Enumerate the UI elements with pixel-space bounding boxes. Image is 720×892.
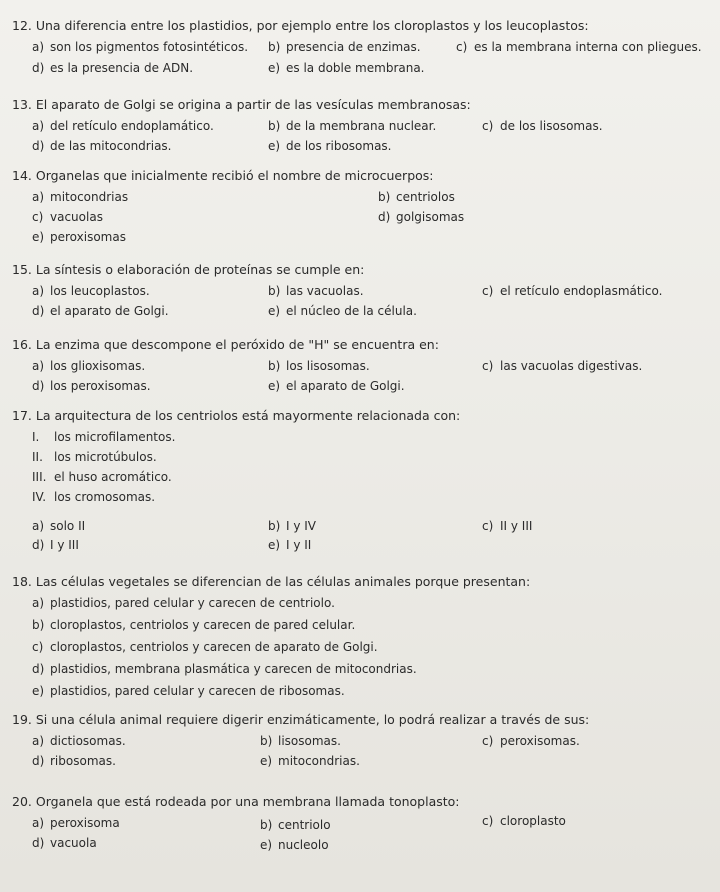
option-b: b) centriolos — [378, 190, 455, 204]
question-stem: 16. La enzima que descompone el peróxido de "H" se encuentra en: — [12, 337, 439, 352]
option-a: a) mitocondrias — [32, 190, 129, 204]
option-b: b) las vacuolas. — [268, 284, 364, 298]
option-b: b) lisosomas. — [260, 734, 341, 748]
option-d: d) el aparato de Golgi. — [32, 304, 169, 318]
option-a: a) los glioxisomas. — [32, 359, 146, 373]
option-c: c) el retículo endoplasmático. — [482, 284, 663, 298]
option-a: a) del retículo endoplamático. — [32, 119, 214, 133]
question-stem: 17. La arquitectura de los centriolos está mayormente relacionada con: — [12, 408, 461, 423]
option-b: b) de la membrana nuclear. — [268, 119, 437, 133]
question-13 — [12, 97, 712, 153]
question-stem: 14. Organelas que inicialmente recibió el nombre de microcuerpos: — [12, 168, 434, 183]
option-b: b) presencia de enzimas. — [268, 40, 421, 54]
option-a: a) plastidios, pared celular y carecen de centriolo. — [32, 596, 335, 610]
option-c: c) II y III — [482, 519, 533, 533]
question-14 — [12, 168, 712, 244]
question-stem: 19. Si una célula animal requiere digerir enzimáticamente, lo podrá realizar a través de sus: — [12, 712, 590, 727]
option-d: d) de las mitocondrias. — [32, 139, 172, 153]
option-d: d) golgisomas — [378, 210, 465, 224]
option-b: b) I y IV — [268, 519, 317, 533]
option-d: d) plastidios, membrana plasmática y carecen de mitocondrias. — [32, 662, 417, 676]
question-stem: 13. El aparato de Golgi se origina a partir de las vesículas membranosas: — [12, 97, 471, 112]
question-stem: 20. Organela que está rodeada por una membrana llamada tonoplasto: — [12, 794, 460, 809]
option-e: e) nucleolo — [260, 838, 329, 852]
question-12 — [12, 18, 712, 75]
option-a: a) solo II — [32, 519, 86, 533]
option-a: a) dictiosomas. — [32, 734, 126, 748]
option-b: b) los lisosomas. — [268, 359, 370, 373]
statement-iii: III. el huso acromático. — [32, 470, 172, 484]
option-a: a) son los pigmentos fotosintéticos. — [32, 40, 249, 54]
option-b: b) centriolo — [260, 818, 331, 832]
option-c: c) peroxisomas. — [482, 734, 580, 748]
option-d: d) vacuola — [32, 836, 97, 850]
question-19 — [12, 712, 712, 768]
option-e: e) peroxisomas — [32, 230, 126, 244]
option-e: e) plastidios, pared celular y carecen de ribosomas. — [32, 684, 345, 698]
question-20 — [12, 794, 712, 852]
statement-ii: II. los microtúbulos. — [32, 450, 157, 464]
question-16 — [12, 337, 712, 393]
question-17 — [12, 408, 712, 552]
question-15 — [12, 262, 712, 318]
option-c: c) de los lisosomas. — [482, 119, 603, 133]
option-e: e) el aparato de Golgi. — [268, 379, 405, 393]
question-18 — [12, 574, 712, 698]
option-e: e) el núcleo de la célula. — [268, 304, 417, 318]
question-stem: 15. La síntesis o elaboración de proteínas se cumple en: — [12, 262, 365, 277]
option-c: c) vacuolas — [32, 210, 103, 224]
option-d: d) los peroxisomas. — [32, 379, 151, 393]
option-d: d) ribosomas. — [32, 754, 116, 768]
option-e: e) de los ribosomas. — [268, 139, 392, 153]
option-d: d) es la presencia de ADN. — [32, 61, 194, 75]
option-c: c) las vacuolas digestivas. — [482, 359, 643, 373]
option-b: b) cloroplastos, centriolos y carecen de pared celular. — [32, 618, 356, 632]
option-e: e) mitocondrias. — [260, 754, 360, 768]
option-c: c) cloroplastos, centriolos y carecen de aparato de Golgi. — [32, 640, 378, 654]
option-d: d) I y III — [32, 538, 79, 552]
option-e: e) I y II — [268, 538, 312, 552]
option-c: c) es la membrana interna con pliegues. — [456, 40, 702, 54]
question-stem: 12. Una diferencia entre los plastidios, por ejemplo entre los cloroplastos y los leucoplastos: — [12, 18, 589, 33]
option-e: e) es la doble membrana. — [268, 61, 425, 75]
option-a: a) peroxisoma — [32, 816, 120, 830]
question-stem: 18. Las células vegetales se diferencian de las células animales porque presentan: — [12, 574, 531, 589]
statement-i: I. los microfilamentos. — [32, 430, 176, 444]
statement-iv: IV. los cromosomas. — [32, 490, 156, 504]
option-c: c) cloroplasto — [482, 814, 566, 828]
option-a: a) los leucoplastos. — [32, 284, 150, 298]
